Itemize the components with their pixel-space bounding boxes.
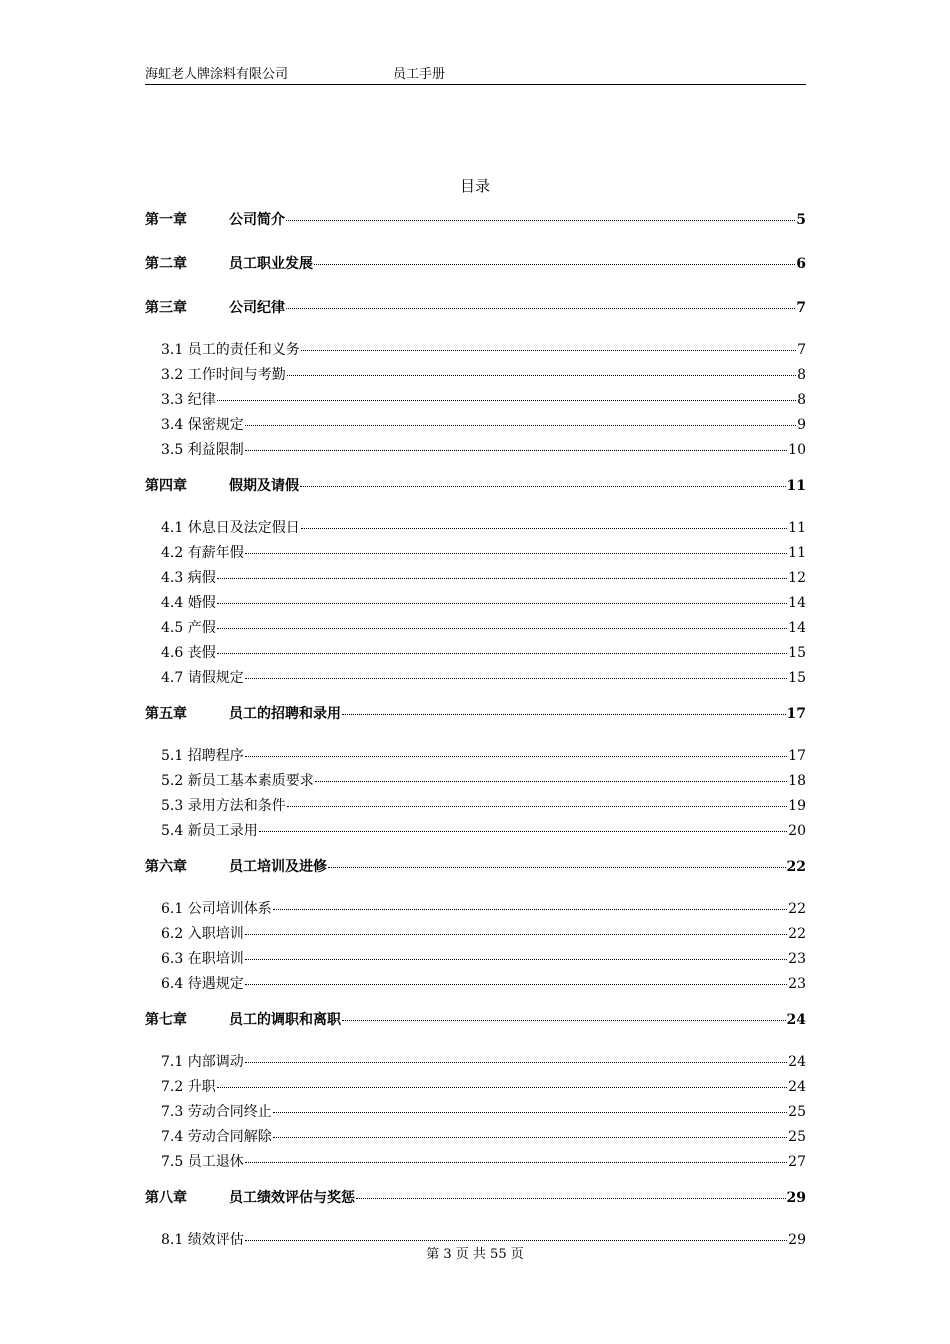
- chapter-number: 第二章: [145, 256, 187, 272]
- chapter-number: 第一章: [145, 212, 187, 228]
- section-title: 4.4 婚假: [161, 595, 216, 611]
- toc-section-row[interactable]: [145, 516, 806, 541]
- toc-section-row[interactable]: [145, 413, 806, 438]
- section-page: 11: [788, 520, 806, 536]
- section-title: 7.4 劳动合同解除: [161, 1129, 272, 1145]
- toc-section-row[interactable]: [145, 819, 806, 844]
- chapter-page: 11: [786, 478, 806, 494]
- toc-section-row[interactable]: [145, 1125, 806, 1150]
- section-page: 14: [788, 620, 806, 636]
- section-title: 4.2 有薪年假: [161, 545, 244, 561]
- section-page: 24: [788, 1054, 806, 1070]
- toc-section-row[interactable]: [145, 794, 806, 819]
- chapter-page: 5: [796, 212, 806, 228]
- section-title: 4.5 产假: [161, 620, 216, 636]
- leader-dots: [301, 350, 796, 351]
- section-page: 7: [797, 342, 806, 358]
- toc-chapter-row[interactable]: [145, 250, 806, 278]
- section-title: 4.6 丧假: [161, 645, 216, 661]
- section-page: 15: [788, 670, 806, 686]
- section-title: 4.3 病假: [161, 570, 216, 586]
- leader-dots: [273, 1137, 787, 1138]
- chapter-page: 17: [786, 706, 806, 722]
- chapter-page: 7: [796, 300, 806, 316]
- toc-chapter-row[interactable]: [145, 700, 806, 728]
- section-page: 8: [797, 367, 806, 383]
- toc-chapter-row[interactable]: [145, 206, 806, 234]
- toc-chapter-row[interactable]: [145, 472, 806, 500]
- leader-dots: [245, 678, 787, 679]
- leader-dots: [315, 781, 787, 782]
- toc-section-row[interactable]: [145, 1050, 806, 1075]
- leader-dots: [245, 959, 787, 960]
- section-title: 6.3 在职培训: [161, 951, 244, 967]
- toc-section-row[interactable]: [145, 972, 806, 997]
- leader-dots: [245, 756, 787, 757]
- section-page: 17: [788, 748, 806, 764]
- chapter-title: 公司简介: [229, 212, 285, 228]
- chapter-title: 公司纪律: [229, 300, 285, 316]
- toc-title: 目录: [459, 177, 490, 195]
- section-page: 22: [788, 901, 806, 917]
- chapter-page: 29: [786, 1190, 806, 1206]
- section-title: 7.3 劳动合同终止: [161, 1104, 272, 1120]
- section-page: 25: [788, 1104, 806, 1120]
- section-title: 3.5 利益限制: [161, 442, 244, 458]
- leader-dots: [356, 1198, 786, 1199]
- leader-dots: [286, 220, 795, 221]
- chapter-number: 第七章: [145, 1012, 187, 1028]
- toc-section-row[interactable]: [145, 897, 806, 922]
- section-title: 3.3 纪律: [161, 392, 216, 408]
- toc-chapter-row[interactable]: [145, 1184, 806, 1212]
- toc-section-row[interactable]: [145, 1075, 806, 1100]
- section-page: 25: [788, 1129, 806, 1145]
- leader-dots: [217, 578, 787, 579]
- leader-dots: [273, 909, 787, 910]
- toc-section-row[interactable]: [145, 744, 806, 769]
- chapter-page: 24: [786, 1012, 806, 1028]
- chapter-page: 22: [786, 859, 806, 875]
- toc-chapter-row[interactable]: [145, 853, 806, 881]
- section-title: 3.1 员工的责任和义务: [161, 342, 300, 358]
- leader-dots: [342, 1020, 786, 1021]
- leader-dots: [245, 1162, 787, 1163]
- toc-section-row[interactable]: [145, 388, 806, 413]
- chapter-title: 员工的调职和离职: [229, 1012, 341, 1028]
- header-doc-title: 员工手册: [393, 67, 446, 82]
- chapter-title: 员工的招聘和录用: [229, 706, 341, 722]
- leader-dots: [245, 934, 787, 935]
- toc-chapter-row[interactable]: [145, 1006, 806, 1034]
- toc-section-row[interactable]: [145, 666, 806, 691]
- section-title: 7.1 内部调动: [161, 1054, 244, 1070]
- leader-dots: [328, 867, 786, 868]
- section-page: 22: [788, 926, 806, 942]
- section-page: 14: [788, 595, 806, 611]
- toc-section-row[interactable]: [145, 438, 806, 463]
- chapter-number: 第六章: [145, 859, 187, 875]
- chapter-number: 第三章: [145, 300, 187, 316]
- section-title: 3.4 保密规定: [161, 417, 244, 433]
- leader-dots: [245, 984, 787, 985]
- chapter-number: 第八章: [145, 1190, 187, 1206]
- leader-dots: [259, 831, 787, 832]
- section-page: 18: [788, 773, 806, 789]
- section-title: 5.1 招聘程序: [161, 748, 244, 764]
- section-title: 7.5 员工退休: [161, 1154, 244, 1170]
- toc-section-row[interactable]: [145, 769, 806, 794]
- section-page: 27: [788, 1154, 806, 1170]
- leader-dots: [217, 1087, 787, 1088]
- section-title: 6.2 入职培训: [161, 926, 244, 942]
- leader-dots: [300, 486, 786, 487]
- leader-dots: [314, 264, 795, 265]
- page-footer: 第 3 页 共 55 页: [426, 1247, 524, 1262]
- section-title: 5.4 新员工录用: [161, 823, 258, 839]
- toc-section-row[interactable]: [145, 947, 806, 972]
- header-company: 海虹老人牌涂料有限公司: [145, 67, 289, 82]
- toc-section-row[interactable]: [145, 541, 806, 566]
- toc-section-row[interactable]: [145, 1150, 806, 1175]
- leader-dots: [217, 400, 796, 401]
- toc-section-row[interactable]: [145, 338, 806, 363]
- section-page: 24: [788, 1079, 806, 1095]
- chapter-number: 第四章: [145, 478, 187, 494]
- leader-dots: [245, 450, 787, 451]
- chapter-page: 6: [796, 256, 806, 272]
- toc-section-row[interactable]: [145, 616, 806, 641]
- section-page: 11: [788, 545, 806, 561]
- section-page: 9: [797, 417, 806, 433]
- chapter-title: 员工绩效评估与奖惩: [229, 1190, 355, 1206]
- section-title: 7.2 升职: [161, 1079, 216, 1095]
- toc-section-row[interactable]: [145, 1100, 806, 1125]
- leader-dots: [245, 1240, 787, 1241]
- section-page: 12: [788, 570, 806, 586]
- section-title: 4.7 请假规定: [161, 670, 244, 686]
- section-page: 29: [788, 1232, 806, 1248]
- leader-dots: [217, 653, 787, 654]
- toc-section-row[interactable]: [145, 363, 806, 388]
- section-page: 20: [788, 823, 806, 839]
- table-of-contents: [145, 206, 806, 1262]
- chapter-number: 第五章: [145, 706, 187, 722]
- leader-dots: [245, 1062, 787, 1063]
- leader-dots: [217, 628, 787, 629]
- section-page: 19: [788, 798, 806, 814]
- leader-dots: [301, 528, 787, 529]
- section-page: 23: [788, 976, 806, 992]
- section-title: 5.3 录用方法和条件: [161, 798, 286, 814]
- page-header: [145, 66, 806, 85]
- section-title: 6.1 公司培训体系: [161, 901, 272, 917]
- toc-chapter-row[interactable]: [145, 294, 806, 322]
- section-title: 4.1 休息日及法定假日: [161, 520, 300, 536]
- toc-section-row[interactable]: [145, 566, 806, 591]
- leader-dots: [245, 553, 787, 554]
- leader-dots: [286, 308, 795, 309]
- toc-section-row[interactable]: [145, 922, 806, 947]
- section-page: 23: [788, 951, 806, 967]
- leader-dots: [217, 603, 787, 604]
- section-title: 8.1 绩效评估: [161, 1232, 244, 1248]
- toc-section-row[interactable]: [145, 641, 806, 666]
- chapter-title: 员工培训及进修: [229, 859, 327, 875]
- leader-dots: [287, 806, 787, 807]
- section-title: 5.2 新员工基本素质要求: [161, 773, 314, 789]
- leader-dots: [287, 375, 796, 376]
- chapter-title: 员工职业发展: [229, 256, 313, 272]
- leader-dots: [342, 714, 786, 715]
- toc-section-row[interactable]: [145, 591, 806, 616]
- section-page: 15: [788, 645, 806, 661]
- section-title: 6.4 待遇规定: [161, 976, 244, 992]
- section-page: 8: [797, 392, 806, 408]
- section-page: 10: [788, 442, 806, 458]
- chapter-title: 假期及请假: [229, 478, 299, 494]
- section-title: 3.2 工作时间与考勤: [161, 367, 286, 383]
- leader-dots: [273, 1112, 787, 1113]
- leader-dots: [245, 425, 796, 426]
